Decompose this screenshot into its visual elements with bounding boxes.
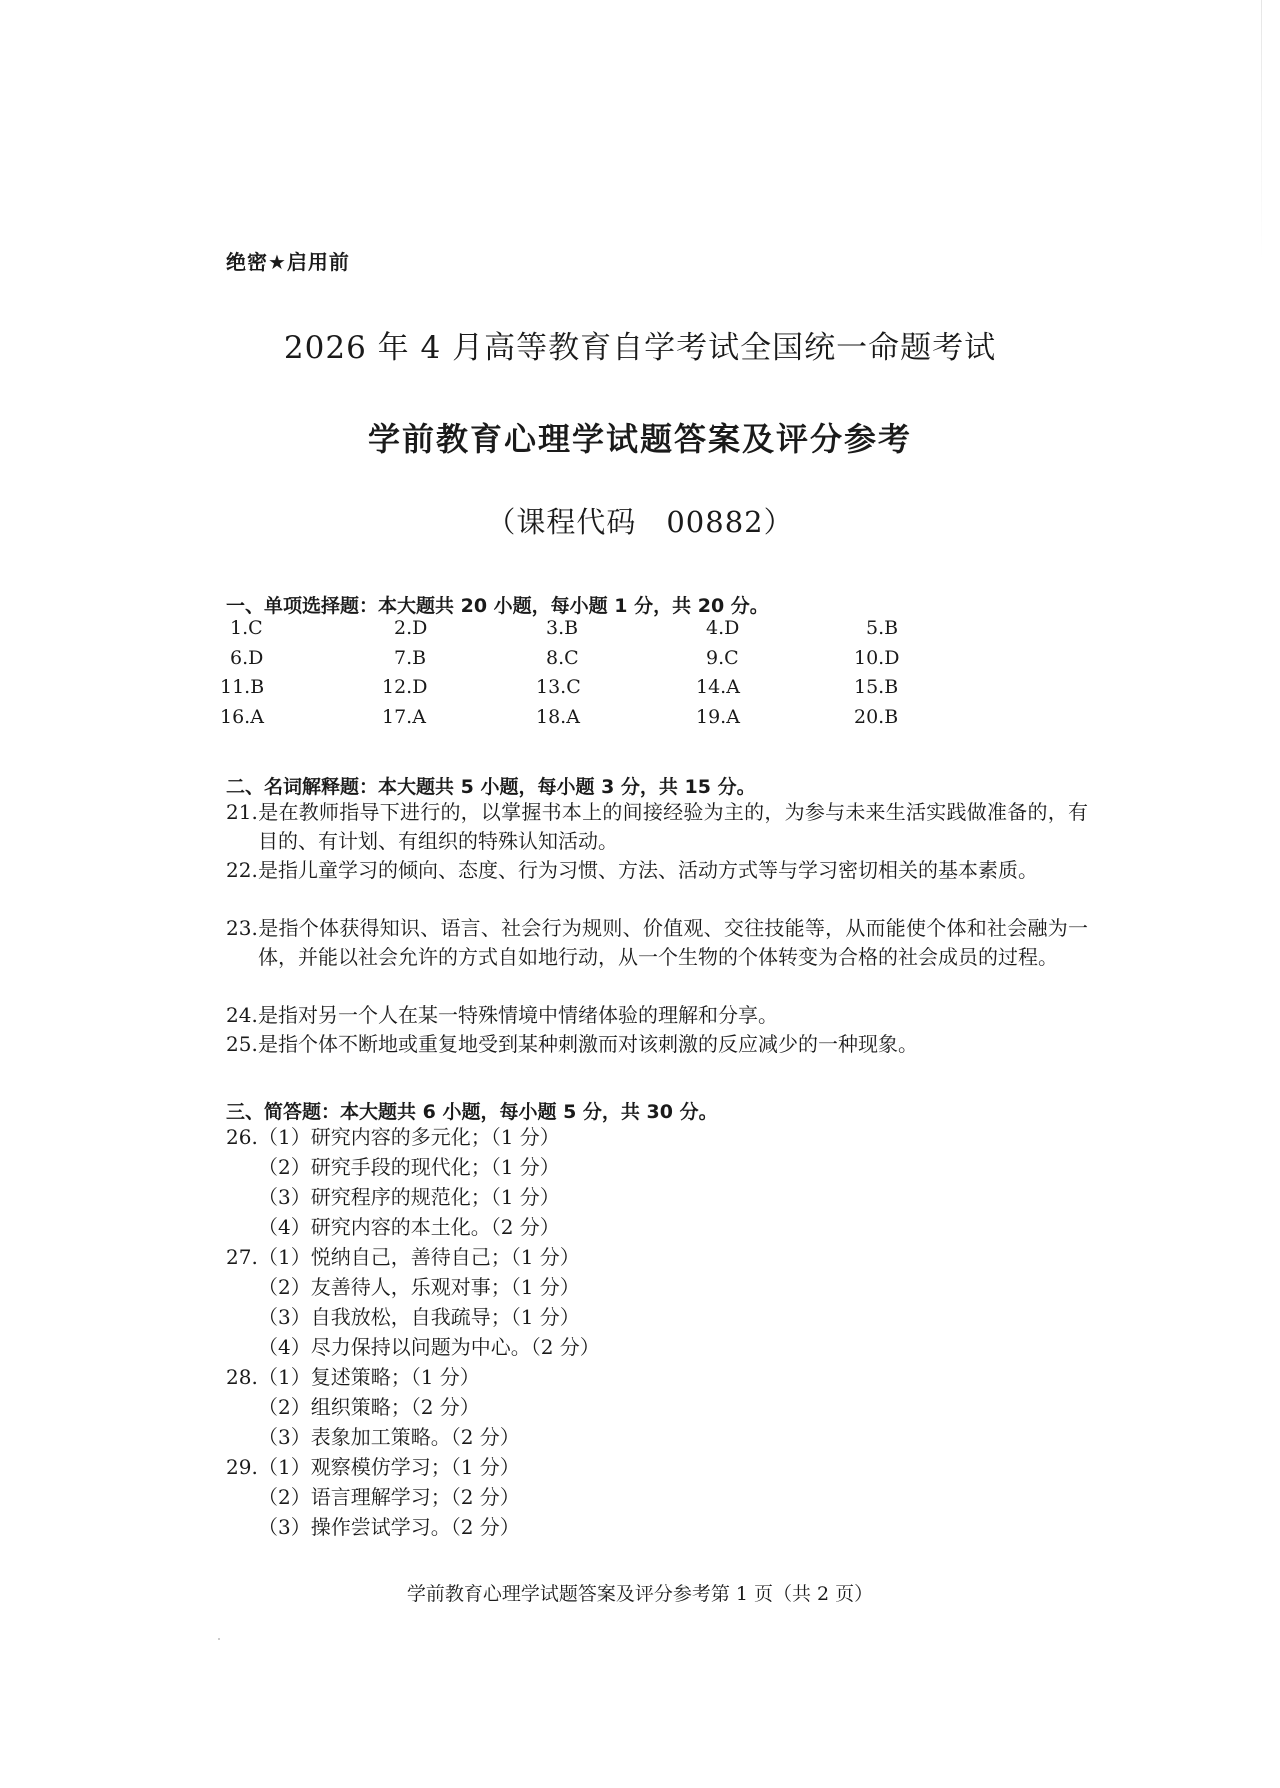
answer-line: （3）研究程序的规范化；（1 分） <box>258 1185 560 1209</box>
mcq-row <box>226 617 926 647</box>
subject-title: 学前教育心理学试题答案及评分参考 <box>367 420 912 458</box>
answer-line: （2）组织策略；（2 分） <box>258 1395 480 1419</box>
definition-item <box>226 856 1088 885</box>
definition-text: 是指对另一个人在某一特殊情境中情绪体验的理解和分享。 <box>258 1003 778 1027</box>
exam-title: 2026 年 4 月高等教育自学考试全国统一命题考试 <box>283 330 997 366</box>
definition-text: 是指儿童学习的倾向、态度、行为习惯、方法、活动方式等与学习密切相关的基本素质。 <box>258 858 1038 882</box>
mcq-row <box>220 705 926 736</box>
scan-edge-line <box>1261 0 1262 260</box>
answer-line: （3）操作尝试学习。（2 分） <box>258 1515 520 1539</box>
answer-text: （1）观察模仿学习；（1 分） <box>258 1455 520 1479</box>
definition-item <box>226 914 1088 972</box>
question-number: 29. <box>226 1455 258 1479</box>
definition-text: 是指个体不断地或重复地受到某种刺激而对该刺激的反应减少的一种现象。 <box>258 1032 918 1056</box>
mcq-answer: 8.C <box>546 646 579 669</box>
answer-line <box>226 1242 600 1272</box>
question-number: 25. <box>226 1032 258 1056</box>
answer-text: （1）悦纳自己，善待自己；（1 分） <box>258 1245 580 1269</box>
mcq-answer: 6.D <box>230 646 264 669</box>
short-answer-question <box>226 1362 520 1452</box>
mcq-row <box>226 647 926 677</box>
mcq-answer: 16.A <box>220 705 264 728</box>
mcq-answer: 15.B <box>854 676 899 698</box>
question-number: 22. <box>226 858 258 882</box>
definition-text: 是在教师指导下进行的，以掌握书本上的间接经验为主的，为参与未来生活实践做准备的，有目的、有计划、有组织的特殊认知活动。 <box>258 800 1088 853</box>
short-answer-question <box>226 1122 560 1242</box>
mcq-answer: 7.B <box>394 646 427 669</box>
answer-line: （3）表象加工策略。（2 分） <box>258 1425 520 1449</box>
section1-heading: 一、单项选择题：本大题共 20 小题，每小题 1 分，共 20 分。 <box>226 595 769 617</box>
mcq-answer: 3.B <box>546 617 579 639</box>
mcq-answer: 14.A <box>696 676 740 698</box>
question-number: 23. <box>226 916 258 940</box>
answer-line: （2）语言理解学习；（2 分） <box>258 1485 520 1509</box>
mcq-answer: 2.D <box>394 617 428 639</box>
short-answer-question <box>226 1452 520 1542</box>
question-number: 27. <box>226 1245 258 1269</box>
answer-text: （1）研究内容的多元化；（1 分） <box>258 1125 560 1149</box>
mcq-answer: 10.D <box>854 646 900 669</box>
scan-speck <box>218 1638 220 1640</box>
course-code: （课程代码 00882） <box>486 505 794 539</box>
mcq-answer: 12.D <box>382 676 428 698</box>
mcq-answer: 19.A <box>696 705 740 728</box>
short-answer-question <box>226 1242 600 1362</box>
definition-item <box>226 1001 1088 1030</box>
section2-heading: 二、名词解释题：本大题共 5 小题，每小题 3 分，共 15 分。 <box>226 776 756 798</box>
definition-text: 是指个体获得知识、语言、社会行为规则、价值观、交往技能等，从而能使个体和社会融为一体，并能以社会允许的方式自如地行动，从一个生物的个体转变为合格的社会成员的过程。 <box>258 916 1088 969</box>
section3-heading: 三、简答题：本大题共 6 小题，每小题 5 分，共 30 分。 <box>226 1101 718 1123</box>
page-footer: 学前教育心理学试题答案及评分参考第 1 页（共 2 页） <box>406 1583 874 1605</box>
question-number: 28. <box>226 1365 258 1389</box>
question-number: 24. <box>226 1003 258 1027</box>
question-number: 26. <box>226 1125 258 1149</box>
mcq-answer: 1.C <box>230 617 263 639</box>
mcq-answer: 5.B <box>866 617 899 639</box>
answer-line <box>226 1452 520 1482</box>
mcq-answer: 9.C <box>706 646 739 669</box>
mcq-row <box>220 676 926 706</box>
mcq-answer: 11.B <box>220 676 265 698</box>
secret-mark: 绝密★启用前 <box>226 250 350 274</box>
answer-line: （2）研究手段的现代化；（1 分） <box>258 1155 560 1179</box>
answer-line: （4）尽力保持以问题为中心。（2 分） <box>258 1335 600 1359</box>
answer-line: （2）友善待人，乐观对事；（1 分） <box>258 1275 580 1299</box>
mcq-answer: 13.C <box>536 676 581 698</box>
mcq-answer: 20.B <box>854 705 899 728</box>
mcq-answer: 4.D <box>706 617 740 639</box>
mcq-answer-grid <box>220 617 926 735</box>
answer-line <box>226 1122 560 1152</box>
answer-line <box>226 1362 520 1392</box>
question-number: 21. <box>226 800 258 824</box>
answer-line: （4）研究内容的本土化。（2 分） <box>258 1215 560 1239</box>
answer-line: （3）自我放松，自我疏导；（1 分） <box>258 1305 580 1329</box>
mcq-answer: 17.A <box>382 705 426 728</box>
definition-item <box>226 1030 1088 1059</box>
answer-text: （1）复述策略；（1 分） <box>258 1365 480 1389</box>
definition-item <box>226 798 1088 856</box>
mcq-answer: 18.A <box>536 705 580 728</box>
